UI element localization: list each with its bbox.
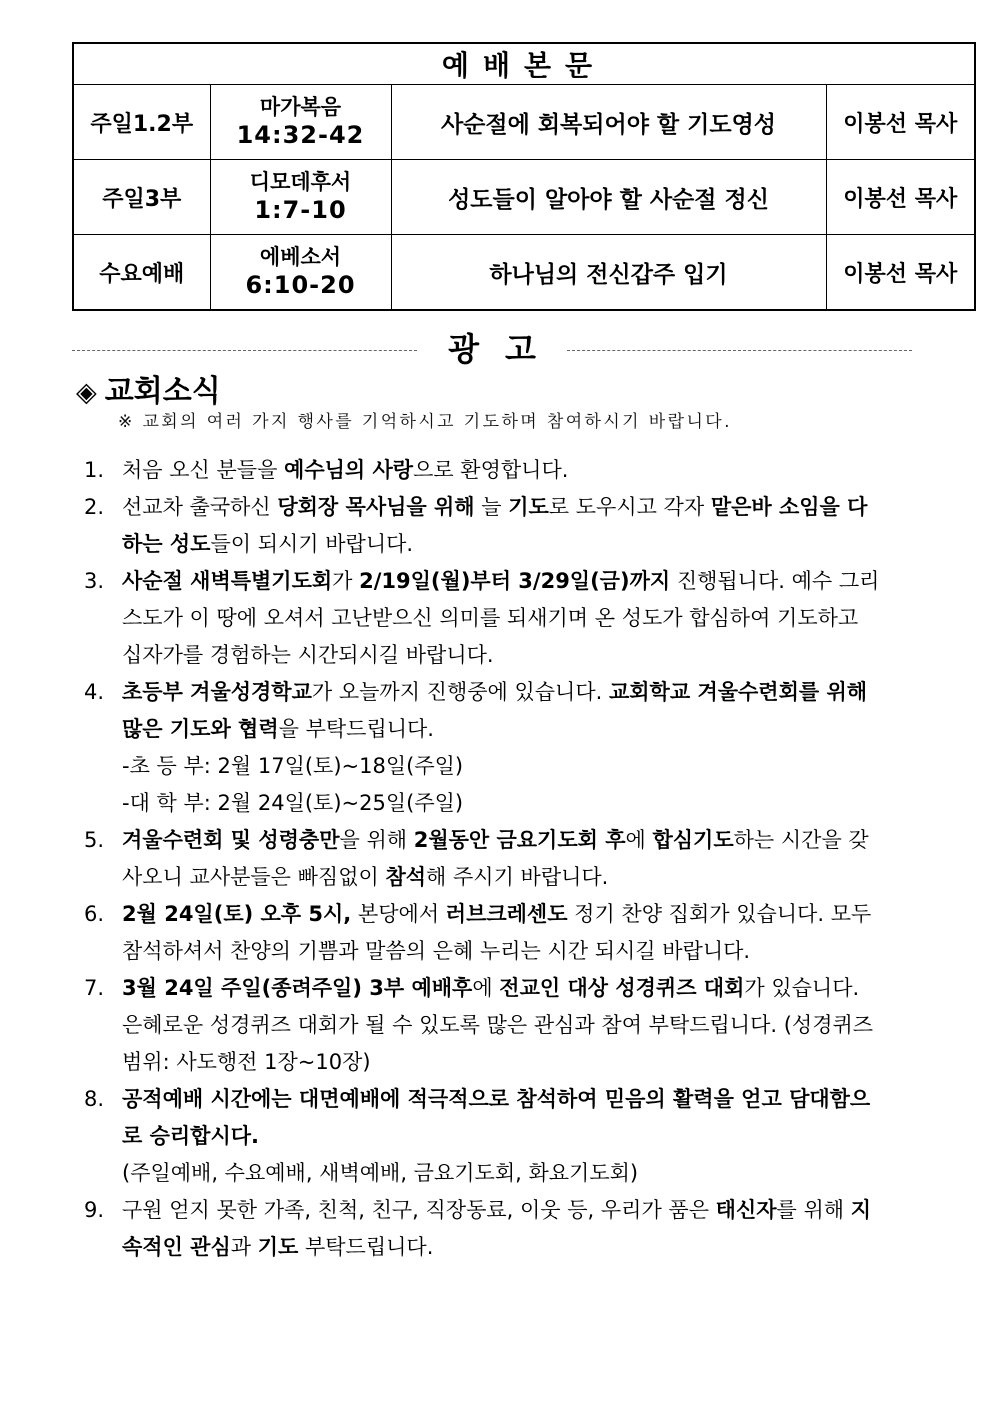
text-segment: 을 위해 — [339, 828, 414, 852]
text-segment: 늘 — [474, 495, 509, 519]
text-segment: 가 있습니다. 은혜로운 성경퀴즈 대회가 될 수 있도록 많은 관심과 참여 부탁드립니다. (성경퀴즈 범위: 사도행전 1장~10장) — [122, 976, 874, 1074]
text-segment: 본당에서 — [351, 902, 446, 926]
list-item-number: 3. — [84, 569, 105, 593]
text-segment: 을 부탁드립니다. — [278, 717, 434, 741]
list-item — [84, 563, 884, 674]
emphasis-text: 2/19일(월)부터 3/29일(금)까지 — [359, 569, 671, 593]
emphasis-text: 합심기도 — [652, 828, 734, 852]
divider-right — [567, 350, 912, 351]
emphasis-text: 전교인 대상 성경퀴즈 대회 — [499, 976, 745, 1000]
list-item-text — [122, 489, 884, 563]
emphasis-text: 겨울수련회 및 성령충만 — [122, 828, 340, 852]
scripture-book: 디모데후서 — [249, 170, 352, 194]
sermon-row — [73, 235, 975, 311]
preacher: 이봉선 목사 — [826, 160, 975, 235]
list-item-number: 5. — [84, 828, 105, 852]
emphasis-text: 사순절 새벽특별기도회 — [122, 569, 333, 593]
sermon-row — [73, 160, 975, 235]
text-segment: 정기 찬양 집회가 있습니다. 모두 참석하셔서 찬양의 기쁨과 말씀의 은혜 누리는 시간 되시길 바랍니다. — [122, 902, 872, 963]
text-segment: 들이 되시기 바랍니다. — [210, 532, 414, 556]
list-item — [84, 1081, 884, 1192]
scripture-verse: 14:32-42 — [236, 121, 365, 149]
list-item-number: 2. — [84, 495, 105, 519]
text-segment: 진행됩니다. 예수 그리스도가 이 땅에 오셔서 고난받으신 의미를 되새기며 온 성도가 합심하여 기도하고 십자가를 경험하는 시간되시길 바랍니다. — [122, 569, 880, 667]
sermon-title: 사순절에 회복되어야 할 기도영성 — [391, 85, 826, 160]
news-list — [84, 452, 884, 1266]
scripture-book: 마가복음 — [259, 95, 342, 119]
text-segment: 처음 오신 분들을 — [122, 458, 285, 482]
text-segment: 에 — [625, 828, 653, 852]
list-item — [84, 970, 884, 1081]
text-segment: 가 오늘까지 진행중에 있습니다. — [311, 680, 609, 704]
emphasis-text: 지속적인 관심 — [122, 1198, 872, 1259]
emphasis-text: 예수님의 사랑 — [284, 458, 414, 482]
text-segment: 로 도우시고 각자 — [548, 495, 711, 519]
emphasis-text: 기도 — [257, 1235, 299, 1259]
scripture-verse: 1:7-10 — [254, 196, 347, 224]
service-name: 주일3부 — [73, 160, 210, 235]
text-segment: 에 — [472, 976, 500, 1000]
emphasis-text: 참석 — [385, 865, 427, 889]
list-item-text — [122, 674, 884, 822]
preacher: 이봉선 목사 — [826, 235, 975, 311]
list-item-subline: (주일예배, 수요예배, 새벽예배, 금요기도회, 화요기도회) — [122, 1161, 639, 1185]
text-segment: 과 — [230, 1235, 258, 1259]
list-item-subline: -초 등 부: 2월 17일(토)~18일(주일) — [122, 754, 464, 778]
emphasis-text: 교회학교 겨울수련회를 위해 많은 기도와 협력 — [122, 680, 868, 741]
text-segment: 선교차 출국하신 — [122, 495, 278, 519]
scripture-verse: 6:10-20 — [245, 271, 356, 299]
list-item-number: 4. — [84, 680, 105, 704]
emphasis-text: 초등부 겨울성경학교 — [122, 680, 312, 704]
list-item — [84, 1192, 884, 1266]
scripture-book: 에베소서 — [259, 245, 342, 269]
list-item — [84, 674, 884, 822]
list-item — [84, 896, 884, 970]
preacher: 이봉선 목사 — [826, 85, 975, 160]
text-segment: 를 위해 — [776, 1198, 851, 1222]
ad-header — [72, 322, 914, 372]
list-item-text — [122, 970, 884, 1081]
list-item-number: 9. — [84, 1198, 105, 1222]
emphasis-text: 기도 — [508, 495, 549, 519]
list-item-text — [122, 563, 884, 674]
text-segment: 구원 얻지 못한 가족, 친척, 친구, 직장동료, 이웃 등, 우리가 품은 — [122, 1198, 716, 1222]
emphasis-text: 태신자 — [715, 1198, 777, 1222]
news-note: ※ 교회의 여러 가지 행사를 기억하시고 기도하며 참여하시기 바랍니다. — [118, 412, 732, 432]
list-item-number: 8. — [84, 1087, 105, 1111]
list-item — [84, 452, 884, 489]
emphasis-text: 당회장 목사님을 위해 — [277, 495, 475, 519]
emphasis-text: 2월동안 금요기도회 후 — [413, 828, 626, 852]
service-name: 수요예배 — [73, 235, 210, 311]
sermon-title: 하나님의 전신갑주 입기 — [391, 235, 826, 311]
list-item-text — [122, 1192, 884, 1266]
list-item-text — [122, 822, 884, 896]
emphasis-text: 3월 24일 주일(종려주일) 3부 예배후 — [122, 976, 473, 1000]
scripture-cell — [210, 160, 391, 235]
list-item-text — [122, 1081, 884, 1192]
news-heading-text: 교회소식 — [104, 374, 221, 409]
service-name: 주일1.2부 — [73, 85, 210, 160]
text-segment: 가 — [332, 569, 360, 593]
emphasis-text: 공적예배 시간에는 대면예배에 적극적으로 참석하여 믿음의 활력을 얻고 담대함으로 승리합시다. — [122, 1087, 871, 1148]
diamond-bullet-icon: ◈ — [76, 377, 97, 408]
list-item-number: 7. — [84, 976, 105, 1000]
text-segment: 해 주시기 바랍니다. — [426, 865, 609, 889]
emphasis-text: 맡은바 소임을 다하는 성도 — [122, 495, 868, 556]
list-item-number: 1. — [84, 458, 105, 482]
emphasis-text: 러브크레센도 — [445, 902, 568, 926]
sermon-table — [72, 42, 976, 311]
sermon-row — [73, 85, 975, 160]
emphasis-text: 2월 24일(토) 오후 5시, — [122, 902, 352, 926]
scripture-cell — [210, 235, 391, 311]
scripture-cell — [210, 85, 391, 160]
sermon-title: 성도들이 알아야 할 사순절 정신 — [391, 160, 826, 235]
text-segment: 하는 시간을 갖사오니 교사분들은 빠짐없이 — [122, 828, 869, 889]
text-segment: 부탁드립니다. — [298, 1235, 434, 1259]
divider-left — [72, 350, 417, 351]
list-item-text — [122, 896, 884, 970]
list-item-subline: -대 학 부: 2월 24일(토)~25일(주일) — [122, 791, 464, 815]
list-item-number: 6. — [84, 902, 105, 926]
list-item — [84, 489, 884, 563]
list-item — [84, 822, 884, 896]
sermon-table-title: 예배본문 — [73, 43, 975, 85]
ad-title: 광고 — [448, 330, 562, 368]
list-item-text — [122, 452, 884, 489]
news-heading — [76, 366, 221, 410]
text-segment: 으로 환영합니다. — [413, 458, 569, 482]
